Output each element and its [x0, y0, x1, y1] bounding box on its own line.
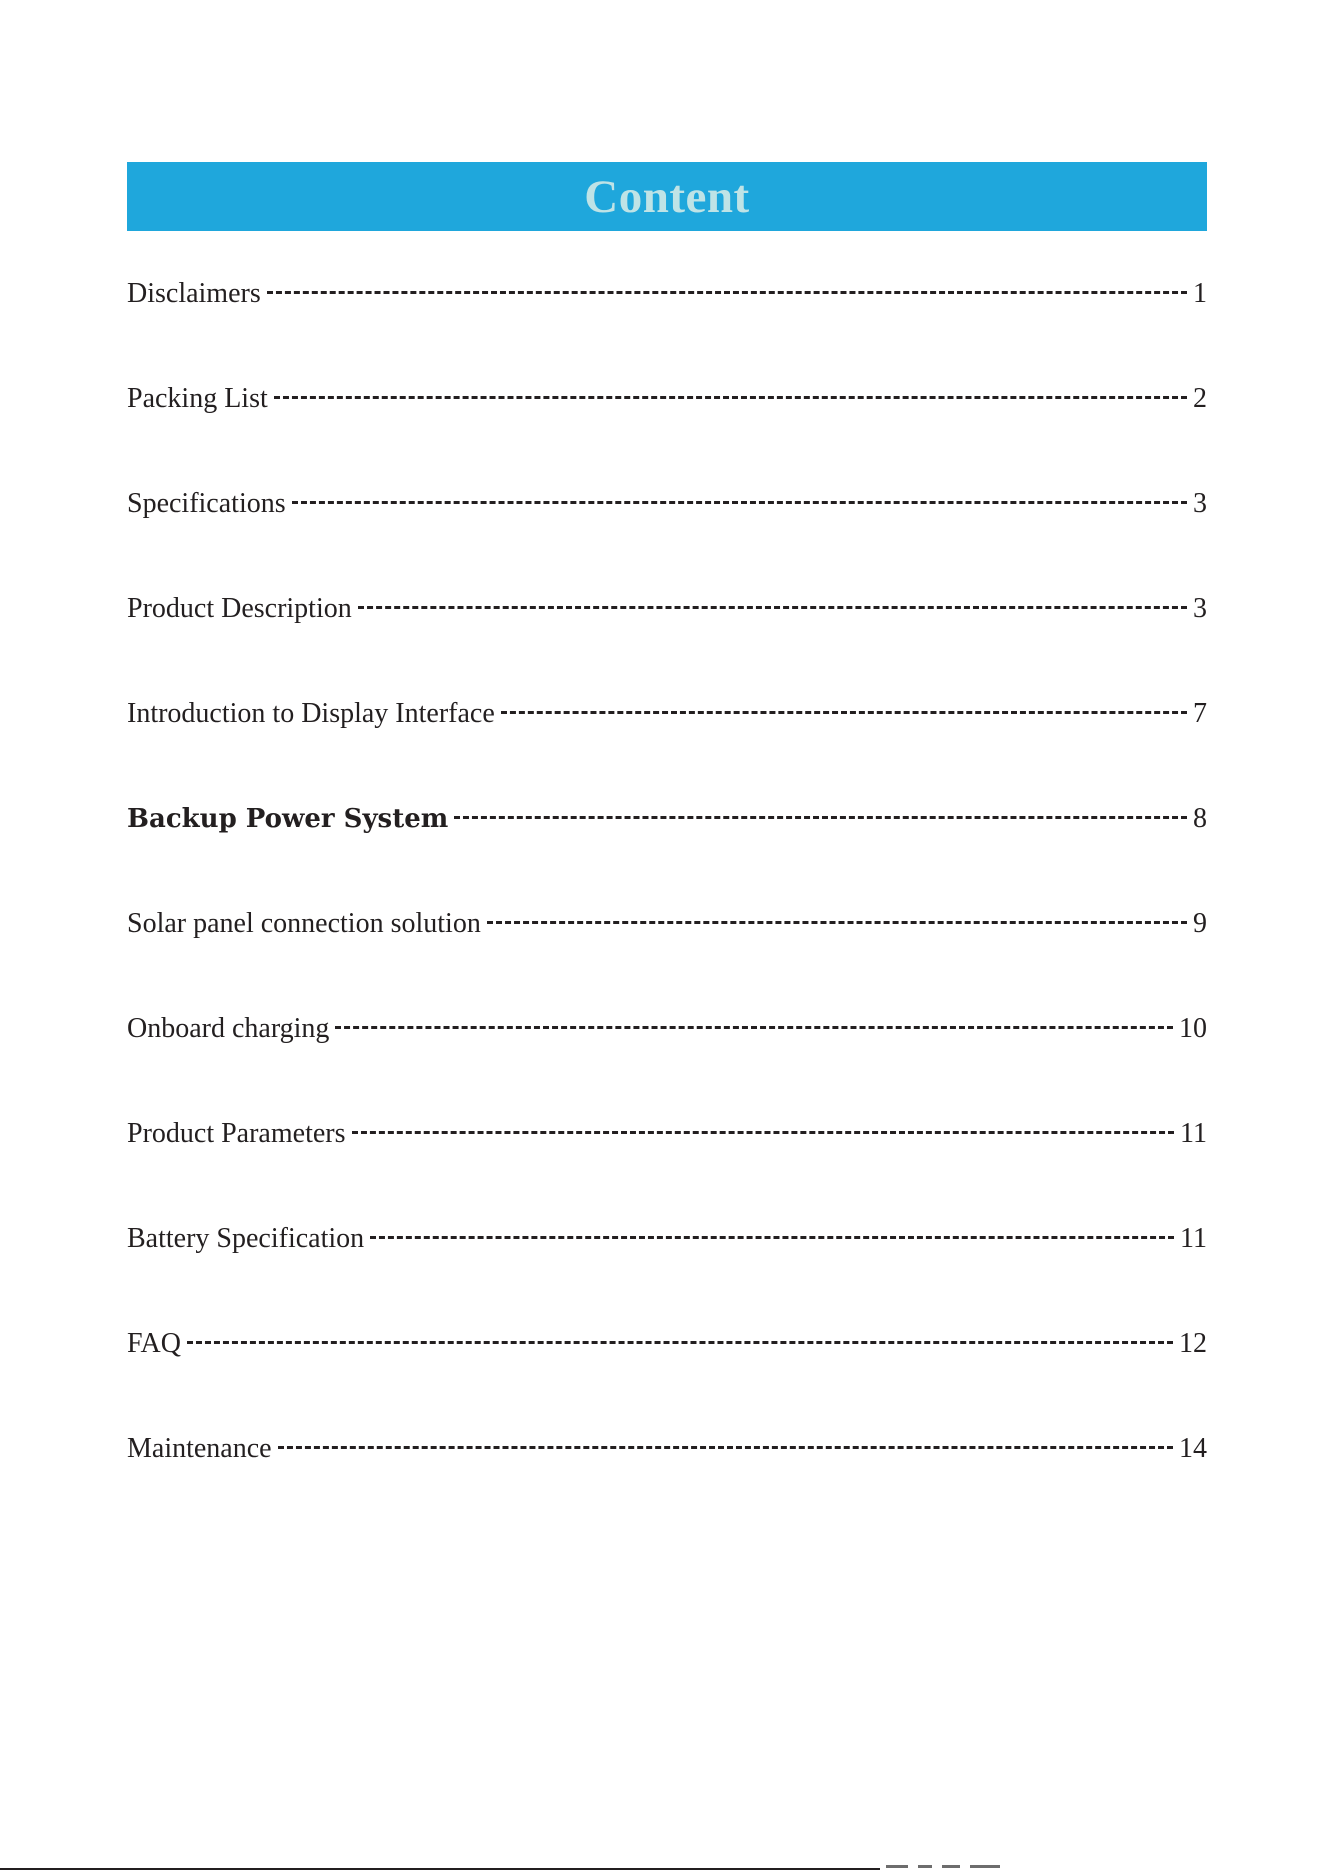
toc-entry-display-interface[interactable] [127, 700, 1207, 805]
toc-entry-page-number: 3 [1193, 488, 1207, 519]
toc-entry-label: Packing List [127, 383, 268, 414]
toc-entry-solar-panel-connection[interactable] [127, 910, 1207, 1015]
toc-entry-label: Disclaimers [127, 278, 261, 309]
toc-entry-product-description[interactable] [127, 595, 1207, 700]
toc-entry-maintenance[interactable] [127, 1435, 1207, 1540]
toc-entry-page-number: 11 [1180, 1223, 1207, 1254]
toc-entry-page-number: 1 [1193, 278, 1207, 309]
toc-entry-page-number: 10 [1179, 1013, 1207, 1044]
dot-leader [352, 1131, 1175, 1134]
dot-leader [292, 501, 1187, 504]
dot-leader [487, 921, 1187, 924]
content-title-banner [127, 162, 1207, 231]
toc-entry-packing-list[interactable] [127, 385, 1207, 490]
toc-entry-page-number: 9 [1193, 908, 1207, 939]
toc-entry-label: FAQ [127, 1328, 181, 1359]
dot-leader [454, 816, 1187, 819]
dot-leader [501, 711, 1187, 714]
dot-leader [267, 291, 1187, 294]
dot-leader [335, 1026, 1173, 1029]
toc-entry-battery-specification[interactable] [127, 1225, 1207, 1330]
dot-leader [358, 606, 1187, 609]
toc-entry-label: Backup Power System [127, 804, 449, 834]
toc-entry-label: Specifications [127, 488, 286, 519]
table-of-contents [127, 280, 1207, 1540]
toc-entry-label: Onboard charging [127, 1013, 330, 1044]
toc-entry-backup-power-system[interactable] [127, 805, 1207, 910]
page-title: Content [584, 171, 750, 223]
toc-entry-onboard-charging[interactable] [127, 1015, 1207, 1120]
toc-entry-disclaimers[interactable] [127, 280, 1207, 385]
toc-entry-specifications[interactable] [127, 490, 1207, 595]
toc-entry-label: Solar panel connection solution [127, 908, 481, 939]
toc-entry-page-number: 11 [1180, 1118, 1207, 1149]
dot-leader [187, 1341, 1173, 1344]
toc-entry-faq[interactable] [127, 1330, 1207, 1435]
toc-entry-page-number: 3 [1193, 593, 1207, 624]
toc-entry-page-number: 12 [1179, 1328, 1207, 1359]
page-bottom-rule [0, 1868, 880, 1870]
toc-entry-label: Product Description [127, 593, 352, 624]
toc-entry-page-number: 2 [1193, 383, 1207, 414]
toc-entry-page-number: 8 [1193, 803, 1207, 834]
dot-leader [278, 1446, 1173, 1449]
dot-leader [370, 1236, 1174, 1239]
toc-entry-product-parameters[interactable] [127, 1120, 1207, 1225]
toc-entry-page-number: 14 [1179, 1433, 1207, 1464]
toc-entry-page-number: 7 [1193, 698, 1207, 729]
dot-leader [274, 396, 1187, 399]
toc-entry-label: Maintenance [127, 1433, 272, 1464]
toc-entry-label: Product Parameters [127, 1118, 346, 1149]
page-bottom-marks [886, 1865, 1011, 1871]
toc-entry-label: Battery Specification [127, 1223, 365, 1254]
toc-entry-label: Introduction to Display Interface [127, 698, 495, 729]
